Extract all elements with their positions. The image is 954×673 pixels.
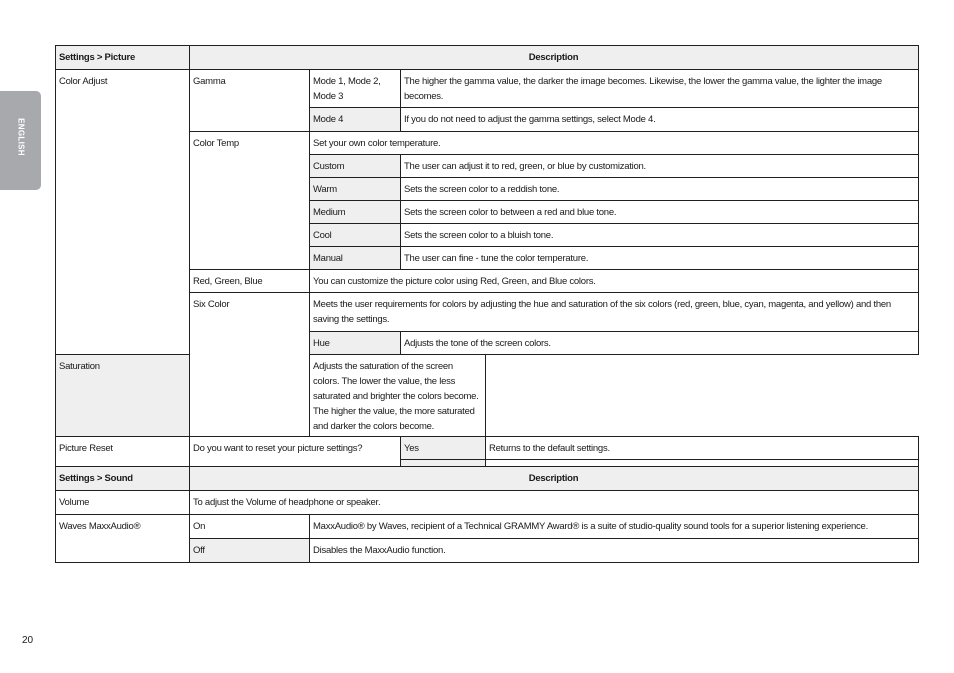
off-option: Off: [190, 539, 310, 563]
custom-option: Custom: [310, 155, 401, 178]
gamma-mode123: Mode 1, Mode 2, Mode 3: [310, 70, 401, 108]
header-description: Description: [190, 467, 919, 491]
table-row: [56, 437, 919, 460]
table-row: [56, 515, 919, 539]
gamma-mode4: Mode 4: [310, 108, 401, 132]
table-row: [56, 491, 919, 515]
rgb-desc: You can customize the picture color using Red, Green, and Blue colors.: [310, 270, 919, 293]
off-desc: Disables the MaxxAudio function.: [310, 539, 919, 563]
manual-desc: The user can fine - tune the color temperature.: [401, 247, 919, 270]
picture-reset-question: Do you want to reset your picture settings?: [190, 437, 401, 483]
manual-option: Manual: [310, 247, 401, 270]
hue-option: Hue: [310, 332, 401, 355]
picture-settings-table: [55, 45, 919, 483]
hue-desc: Adjusts the tone of the screen colors.: [401, 332, 919, 355]
rgb-cell: Red, Green, Blue: [190, 270, 310, 293]
sound-settings-table: [55, 466, 919, 563]
saturation-desc: Adjusts the saturation of the screen colors. The lower the value, the less saturated and brighter the colors become. The higher the value, the more saturated and darker the colors become.: [310, 355, 486, 437]
volume-cell: Volume: [56, 491, 190, 515]
warm-option: Warm: [310, 178, 401, 201]
color-adjust-cell: Color Adjust: [56, 70, 190, 355]
cool-desc: Sets the screen color to a bluish tone.: [401, 224, 919, 247]
table-row: [56, 70, 919, 108]
on-option: On: [190, 515, 310, 539]
header-description: Description: [190, 46, 919, 70]
header-setting: Settings > Picture: [56, 46, 190, 70]
gamma-mode123-desc: The higher the gamma value, the darker the image becomes. Likewise, the lower the gamma value, the lighter the image becomes.: [401, 70, 919, 108]
custom-desc: The user can adjust it to red, green, or blue by customization.: [401, 155, 919, 178]
yes-desc: Returns to the default settings.: [486, 437, 919, 460]
medium-option: Medium: [310, 201, 401, 224]
language-tab-label: ENGLISH: [16, 118, 26, 156]
volume-desc: To adjust the Volume of headphone or speaker.: [190, 491, 919, 515]
waves-cell: Waves MaxxAudio®: [56, 515, 190, 563]
color-temp-desc: Set your own color temperature.: [310, 132, 919, 155]
warm-desc: Sets the screen color to a reddish tone.: [401, 178, 919, 201]
six-color-desc: Meets the user requirements for colors by adjusting the hue and saturation of the six colors (red, green, blue, cyan, magenta, and yellow) and then saving the settings.: [310, 293, 919, 332]
color-temp-cell: Color Temp: [190, 132, 310, 270]
gamma-mode4-desc: If you do not need to adjust the gamma settings, select Mode 4.: [401, 108, 919, 132]
table-header-row: [56, 46, 919, 70]
picture-reset-cell: Picture Reset: [56, 437, 190, 483]
language-side-tab: [0, 91, 41, 190]
medium-desc: Sets the screen color to between a red and blue tone.: [401, 201, 919, 224]
saturation-option: Saturation: [56, 355, 190, 437]
header-setting: Settings > Sound: [56, 467, 190, 491]
cool-option: Cool: [310, 224, 401, 247]
yes-option: Yes: [401, 437, 486, 460]
gamma-cell: Gamma: [190, 70, 310, 132]
on-desc: MaxxAudio® by Waves, recipient of a Technical GRAMMY Award® is a suite of studio-quality sound tools for a superior listening experience.: [310, 515, 919, 539]
page-number: 20: [22, 635, 34, 646]
six-color-cell: Six Color: [190, 293, 310, 437]
table-row: [56, 355, 919, 437]
table-header-row: [56, 467, 919, 491]
